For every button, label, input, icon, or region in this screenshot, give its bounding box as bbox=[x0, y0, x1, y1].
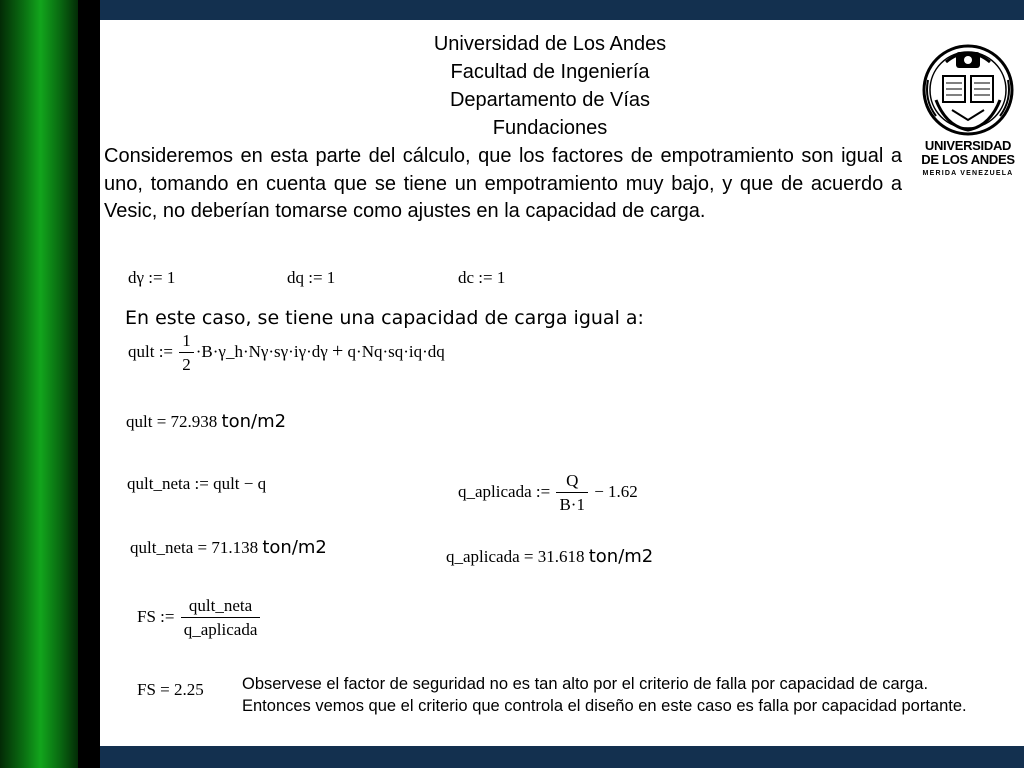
qult-plus: + bbox=[332, 339, 344, 362]
fs-denominator: q_aplicada bbox=[183, 620, 258, 639]
left-black-bar bbox=[78, 0, 100, 768]
qult-result bbox=[126, 411, 286, 432]
fs-formula bbox=[137, 596, 262, 640]
qult-unit: ton/m2 bbox=[221, 411, 287, 432]
q-aplicada-formula bbox=[458, 471, 638, 515]
case-text: En este caso, se tiene una capacidad de carga igual a: bbox=[125, 307, 644, 329]
logo-university-text: UNIVERSIDAD DE LOS ANDES bbox=[921, 138, 1015, 167]
fs-lhs: FS := bbox=[137, 606, 175, 626]
left-green-bar bbox=[0, 0, 78, 768]
qult-neta-result-value: qult_neta = 71.138 bbox=[130, 538, 259, 557]
university-logo bbox=[916, 40, 1020, 185]
bottom-band bbox=[100, 746, 1024, 768]
qult-neta-unit: ton/m2 bbox=[262, 537, 327, 558]
qult-neta-definition: qult_neta := qult − q bbox=[127, 474, 267, 493]
q-aplicada-result bbox=[446, 546, 653, 567]
half-numerator: 1 bbox=[179, 331, 194, 353]
qult-result-value: qult = 72.938 bbox=[126, 412, 218, 431]
intro-paragraph: Consideremos en esta parte del cálculo, que los factores de empotramiento son igual a uno, tomando en cuenta que se tiene un empotramiento muy bajo, y que de acuerdo a Vesic, no deberían tomarse como ajustes en la capacidad de carga. bbox=[104, 145, 902, 222]
q-aplicada-unit: ton/m2 bbox=[588, 546, 654, 567]
slide-header bbox=[340, 30, 760, 142]
course-name: Fundaciones bbox=[492, 117, 608, 139]
q-aplicada-numerator: Q bbox=[556, 471, 588, 493]
university-seal-icon bbox=[916, 40, 1020, 138]
department-name: Departamento de Vías bbox=[449, 89, 651, 111]
q-aplicada-result-value: q_aplicada = 31.618 bbox=[446, 547, 585, 566]
dc-definition: dc := 1 bbox=[458, 268, 506, 287]
q-aplicada-denominator: B·1 bbox=[559, 495, 585, 514]
conclusion-note: Observese el factor de seguridad no es tan alto por el criterio de falla por capacidad de carga. Entonces vemos que el criterio que controla el diseño en este caso es falla por capacidad portante. bbox=[242, 675, 967, 715]
top-band bbox=[100, 0, 1024, 21]
qult-neta-result bbox=[130, 537, 327, 558]
fs-result: FS = 2.25 bbox=[137, 680, 204, 699]
qult-rhs-1: ·B·γ_h·Nγ·sγ·iγ·dγ bbox=[195, 341, 328, 361]
fs-fraction bbox=[181, 596, 261, 640]
dgamma-definition: dγ := 1 bbox=[128, 268, 176, 287]
faculty-name: Facultad de Ingeniería bbox=[450, 61, 650, 83]
qult-lhs: qult := bbox=[128, 341, 174, 361]
university-name: Universidad de Los Andes bbox=[433, 33, 667, 55]
qult-formula bbox=[128, 331, 445, 375]
q-aplicada-fraction bbox=[556, 471, 588, 515]
q-aplicada-lhs: q_aplicada := bbox=[458, 481, 551, 501]
logo-location-text: MERIDA VENEZUELA bbox=[922, 170, 1014, 177]
half-fraction bbox=[179, 331, 194, 375]
half-denominator: 2 bbox=[182, 355, 191, 374]
dq-definition: dq := 1 bbox=[287, 268, 336, 287]
qult-rhs-2: q·Nq·sq·iq·dq bbox=[347, 341, 445, 361]
fs-numerator: qult_neta bbox=[181, 596, 261, 618]
q-aplicada-rest: − 1.62 bbox=[594, 481, 638, 501]
